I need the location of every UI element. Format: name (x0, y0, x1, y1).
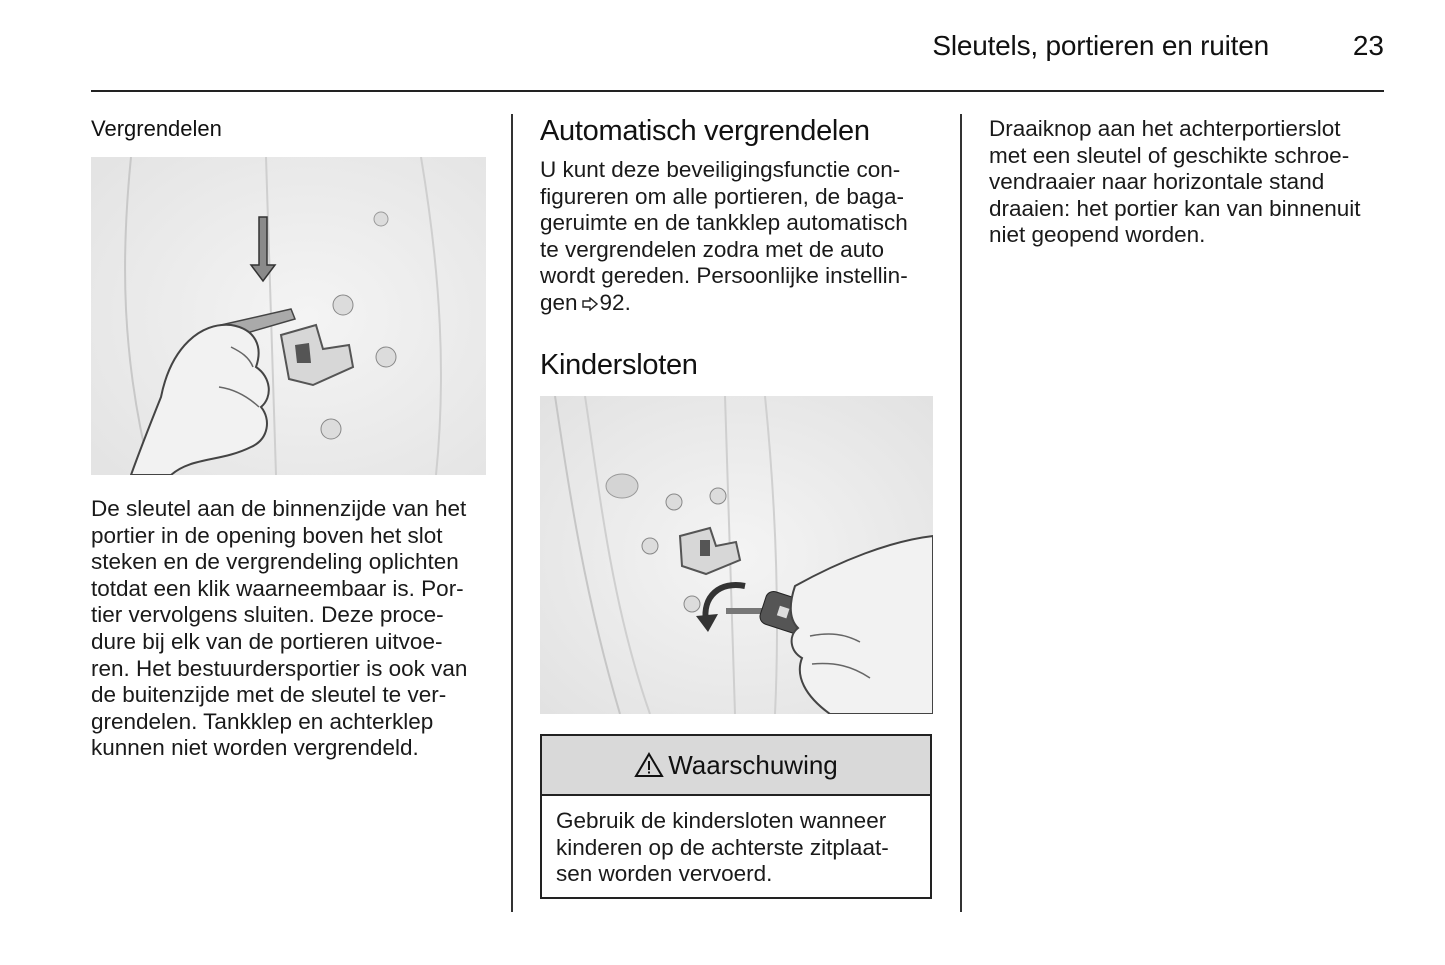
text-line: vendraaier naar horizontale stand (989, 169, 1325, 195)
text-line: Gebruik de kindersloten wanneer (556, 808, 887, 833)
text-line: met een sleutel of geschikte schroe- (989, 142, 1350, 168)
page-reference-link[interactable]: 92. (599, 289, 631, 315)
warning-header (542, 736, 930, 796)
text-line: ren. Het bestuurdersportier is ook van (91, 655, 468, 681)
text-line: de buitenzijde met de sleutel te ver- (91, 682, 447, 708)
warning-body (542, 796, 930, 888)
text-line: wordt gereden. Persoonlijke instellin- (540, 263, 908, 289)
text-line (540, 290, 940, 317)
text-line: draaien: het portier kan van binnenuit (989, 195, 1361, 221)
paragraph-automatisch (540, 157, 940, 317)
heading-kindersloten: Kindersloten (540, 349, 698, 381)
text-line: steken en de vergrendeling oplichten (91, 549, 459, 575)
door-lock-illustration (91, 157, 486, 475)
column-divider-1 (511, 114, 513, 912)
page-number: 23 (1352, 30, 1384, 61)
text-line: portier in de opening boven het slot (91, 522, 443, 548)
text-line: kinderen op de achterste zitplaat- (556, 834, 889, 860)
text-line: tier vervolgens sluiten. Deze proce- (91, 602, 444, 628)
text-line: figureren om alle portieren, de baga- (540, 183, 904, 209)
text-line: kunnen niet worden vergrendeld. (91, 735, 419, 761)
text-line: sen worden vervoerd. (556, 861, 773, 887)
child-lock-illustration (540, 396, 933, 714)
page-reference-arrow-icon (582, 297, 598, 311)
text-line: geruimte en de tankklep automatisch (540, 210, 908, 236)
warning-triangle-icon (634, 752, 664, 778)
paragraph-draaiknop (989, 116, 1389, 249)
text-line: grendelen. Tankklep en achterklep (91, 708, 434, 734)
chapter-title: Sleutels, portieren en ruiten (932, 30, 1269, 61)
warning-title: Waarschuwing (668, 749, 838, 780)
heading-automatisch-vergrendelen: Automatisch vergrendelen (540, 115, 870, 147)
text-fragment: gen (540, 289, 578, 315)
text-line: U kunt deze beveiligingsfunctie con- (540, 157, 901, 182)
paragraph-vergrendelen (91, 496, 491, 762)
text-line: Draaiknop aan het achterportierslot (989, 116, 1341, 141)
text-line: dure bij elk van de portieren uitvoe- (91, 628, 443, 654)
header-rule (91, 90, 1384, 92)
text-line: De sleutel aan de binnenzijde van het (91, 496, 467, 521)
warning-box (540, 734, 932, 899)
text-line: te vergrendelen zodra met de auto (540, 236, 884, 262)
section-subheading-vergrendelen: Vergrendelen (91, 116, 222, 141)
column-divider-2 (960, 114, 962, 912)
text-line: niet geopend worden. (989, 222, 1206, 248)
text-line: totdat een klik waarneembaar is. Por- (91, 575, 464, 601)
